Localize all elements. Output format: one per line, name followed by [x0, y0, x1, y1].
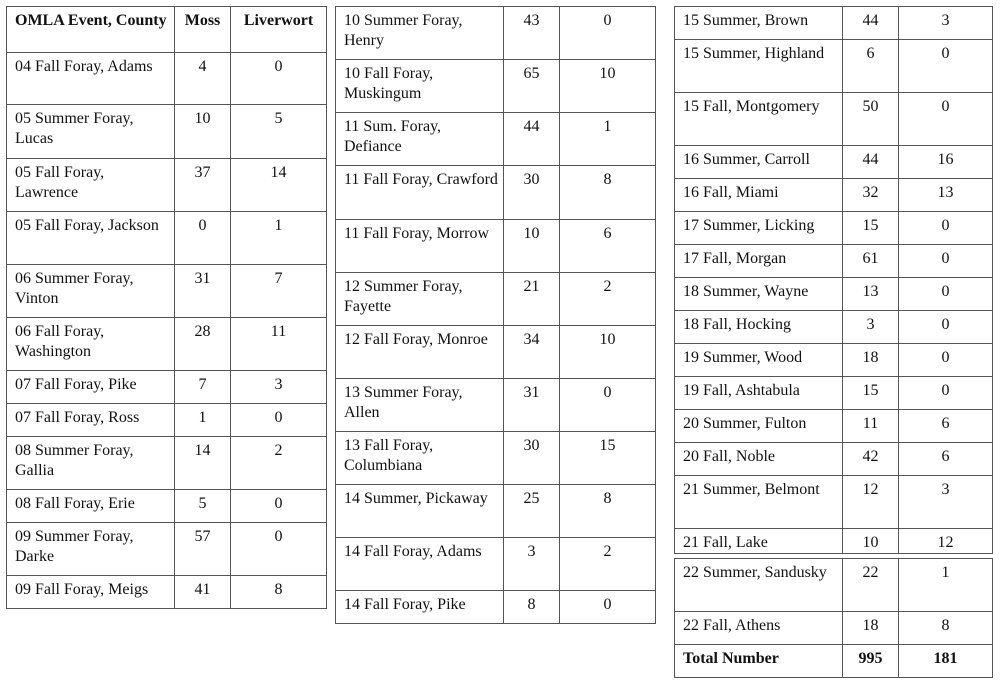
moss-cell: 6 [843, 40, 899, 93]
event-cell: 10 Summer Foray, Henry [336, 7, 504, 60]
liverwort-cell: 2 [231, 437, 327, 490]
moss-cell: 44 [843, 7, 899, 40]
event-cell: 07 Fall Foray, Ross [7, 404, 175, 437]
event-cell: 13 Summer Foray, Allen [336, 379, 504, 432]
header-row [7, 7, 327, 53]
event-cell: 11 Sum. Foray, Defiance [336, 113, 504, 166]
event-cell: 21 Summer, Belmont [675, 476, 843, 529]
event-cell: 09 Fall Foray, Meigs [7, 576, 175, 609]
moss-cell: 21 [504, 273, 560, 326]
table-row [336, 7, 656, 60]
event-cell: 14 Fall Foray, Adams [336, 538, 504, 591]
event-cell: 05 Summer Foray, Lucas [7, 105, 175, 159]
table-row [675, 40, 993, 93]
moss-cell: 5 [175, 490, 231, 523]
liverwort-cell: 0 [231, 53, 327, 105]
event-cell: 18 Fall, Hocking [675, 311, 843, 344]
table-row [336, 273, 656, 326]
table-row [7, 371, 327, 404]
table-row [675, 443, 993, 476]
header-liverwort: Liverwort [231, 7, 327, 53]
liverwort-cell: 0 [899, 212, 993, 245]
total-moss: 995 [843, 645, 899, 678]
event-cell: 06 Fall Foray, Washington [7, 318, 175, 371]
table-col-3 [674, 6, 993, 554]
event-cell: 12 Fall Foray, Monroe [336, 326, 504, 379]
table-col-1 [6, 6, 327, 609]
table-row [675, 529, 993, 554]
table-row [675, 377, 993, 410]
moss-cell: 12 [843, 476, 899, 529]
liverwort-cell: 5 [231, 105, 327, 159]
liverwort-cell: 10 [560, 326, 656, 379]
liverwort-cell: 1 [560, 113, 656, 166]
table-row [675, 311, 993, 344]
moss-cell: 42 [843, 443, 899, 476]
liverwort-cell: 8 [560, 166, 656, 220]
liverwort-cell: 10 [560, 60, 656, 113]
moss-cell: 32 [843, 179, 899, 212]
liverwort-cell: 0 [899, 377, 993, 410]
table-row [7, 437, 327, 490]
event-cell: 20 Fall, Noble [675, 443, 843, 476]
liverwort-cell: 15 [560, 432, 656, 485]
liverwort-cell: 0 [899, 40, 993, 93]
moss-cell: 34 [504, 326, 560, 379]
table-row [336, 379, 656, 432]
liverwort-cell: 16 [899, 146, 993, 179]
liverwort-cell: 0 [560, 379, 656, 432]
table-row [7, 576, 327, 609]
event-cell: 15 Fall, Montgomery [675, 93, 843, 146]
table-row [7, 404, 327, 437]
event-cell: 07 Fall Foray, Pike [7, 371, 175, 404]
event-cell: 20 Summer, Fulton [675, 410, 843, 443]
total-label: Total Number [675, 645, 843, 678]
event-cell: 12 Summer Foray, Fayette [336, 273, 504, 326]
event-cell: 05 Fall Foray, Lawrence [7, 159, 175, 212]
event-cell: 21 Fall, Lake [675, 529, 843, 554]
liverwort-cell: 0 [899, 245, 993, 278]
moss-cell: 11 [843, 410, 899, 443]
moss-cell: 14 [175, 437, 231, 490]
event-cell: 15 Summer, Highland [675, 40, 843, 93]
moss-cell: 50 [843, 93, 899, 146]
header-moss: Moss [175, 7, 231, 53]
event-cell: 05 Fall Foray, Jackson [7, 212, 175, 265]
liverwort-cell: 8 [560, 485, 656, 538]
moss-cell: 37 [175, 159, 231, 212]
event-cell: 22 Summer, Sandusky [675, 559, 843, 612]
table-row [675, 410, 993, 443]
liverwort-cell: 0 [560, 591, 656, 624]
table-row [7, 105, 327, 159]
event-cell: 09 Summer Foray, Darke [7, 523, 175, 576]
table-row [7, 523, 327, 576]
event-cell: 06 Summer Foray, Vinton [7, 265, 175, 318]
moss-cell: 30 [504, 432, 560, 485]
table-row [336, 113, 656, 166]
table-row [7, 212, 327, 265]
moss-cell: 57 [175, 523, 231, 576]
table-row [336, 591, 656, 624]
liverwort-cell: 8 [231, 576, 327, 609]
moss-cell: 0 [175, 212, 231, 265]
table-row [7, 265, 327, 318]
table-row [675, 212, 993, 245]
table-row [675, 93, 993, 146]
event-cell: 18 Summer, Wayne [675, 278, 843, 311]
liverwort-cell: 2 [560, 538, 656, 591]
liverwort-cell: 2 [560, 273, 656, 326]
liverwort-cell: 13 [899, 179, 993, 212]
moss-cell: 44 [843, 146, 899, 179]
table-row [336, 432, 656, 485]
table-row [675, 7, 993, 40]
liverwort-cell: 6 [899, 410, 993, 443]
moss-cell: 43 [504, 7, 560, 60]
event-cell: 10 Fall Foray, Muskingum [336, 60, 504, 113]
event-cell: 08 Summer Foray, Gallia [7, 437, 175, 490]
liverwort-cell: 0 [231, 523, 327, 576]
table-row [336, 60, 656, 113]
table-row [675, 278, 993, 311]
moss-cell: 15 [843, 212, 899, 245]
moss-cell: 25 [504, 485, 560, 538]
table-row [336, 485, 656, 538]
event-cell: 19 Fall, Ashtabula [675, 377, 843, 410]
moss-cell: 4 [175, 53, 231, 105]
total-liverwort: 181 [899, 645, 993, 678]
event-cell: 16 Summer, Carroll [675, 146, 843, 179]
liverwort-cell: 8 [899, 612, 993, 645]
table-col-3-total [674, 558, 993, 678]
liverwort-cell: 14 [231, 159, 327, 212]
table-row [675, 245, 993, 278]
table-row [336, 220, 656, 273]
table-row [675, 476, 993, 529]
moss-cell: 1 [175, 404, 231, 437]
moss-cell: 44 [504, 113, 560, 166]
table-row [675, 559, 993, 612]
liverwort-cell: 11 [231, 318, 327, 371]
liverwort-cell: 3 [899, 7, 993, 40]
liverwort-cell: 0 [560, 7, 656, 60]
moss-cell: 22 [843, 559, 899, 612]
liverwort-cell: 6 [560, 220, 656, 273]
event-cell: 08 Fall Foray, Erie [7, 490, 175, 523]
table-row [675, 179, 993, 212]
moss-cell: 28 [175, 318, 231, 371]
event-cell: 13 Fall Foray, Columbiana [336, 432, 504, 485]
event-cell: 04 Fall Foray, Adams [7, 53, 175, 105]
header-event: OMLA Event, County [7, 7, 175, 53]
moss-cell: 18 [843, 344, 899, 377]
liverwort-cell: 0 [231, 404, 327, 437]
table-row [7, 159, 327, 212]
total-row [675, 645, 993, 678]
table-row [675, 344, 993, 377]
moss-cell: 10 [843, 529, 899, 554]
event-cell: 14 Fall Foray, Pike [336, 591, 504, 624]
table-row [336, 538, 656, 591]
liverwort-cell: 0 [899, 93, 993, 146]
event-cell: 14 Summer, Pickaway [336, 485, 504, 538]
moss-cell: 31 [175, 265, 231, 318]
table-row [7, 318, 327, 371]
liverwort-cell: 12 [899, 529, 993, 554]
event-cell: 22 Fall, Athens [675, 612, 843, 645]
liverwort-cell: 0 [899, 311, 993, 344]
event-cell: 17 Fall, Morgan [675, 245, 843, 278]
moss-cell: 3 [504, 538, 560, 591]
liverwort-cell: 0 [231, 490, 327, 523]
liverwort-cell: 0 [899, 344, 993, 377]
liverwort-cell: 7 [231, 265, 327, 318]
event-cell: 11 Fall Foray, Crawford [336, 166, 504, 220]
moss-cell: 7 [175, 371, 231, 404]
moss-cell: 8 [504, 591, 560, 624]
moss-cell: 10 [175, 105, 231, 159]
table-row [7, 490, 327, 523]
event-cell: 17 Summer, Licking [675, 212, 843, 245]
liverwort-cell: 1 [899, 559, 993, 612]
moss-cell: 13 [843, 278, 899, 311]
liverwort-cell: 0 [899, 278, 993, 311]
event-cell: 19 Summer, Wood [675, 344, 843, 377]
event-cell: 11 Fall Foray, Morrow [336, 220, 504, 273]
table-row [7, 53, 327, 105]
liverwort-cell: 3 [899, 476, 993, 529]
table-col-2 [335, 6, 656, 624]
moss-cell: 18 [843, 612, 899, 645]
event-cell: 15 Summer, Brown [675, 7, 843, 40]
event-cell: 16 Fall, Miami [675, 179, 843, 212]
table-row [675, 146, 993, 179]
moss-cell: 41 [175, 576, 231, 609]
table-row [336, 326, 656, 379]
table-row [675, 612, 993, 645]
liverwort-cell: 1 [231, 212, 327, 265]
moss-cell: 10 [504, 220, 560, 273]
moss-cell: 65 [504, 60, 560, 113]
table-row [336, 166, 656, 220]
liverwort-cell: 3 [231, 371, 327, 404]
liverwort-cell: 6 [899, 443, 993, 476]
moss-cell: 3 [843, 311, 899, 344]
moss-cell: 61 [843, 245, 899, 278]
moss-cell: 30 [504, 166, 560, 220]
moss-cell: 31 [504, 379, 560, 432]
moss-cell: 15 [843, 377, 899, 410]
